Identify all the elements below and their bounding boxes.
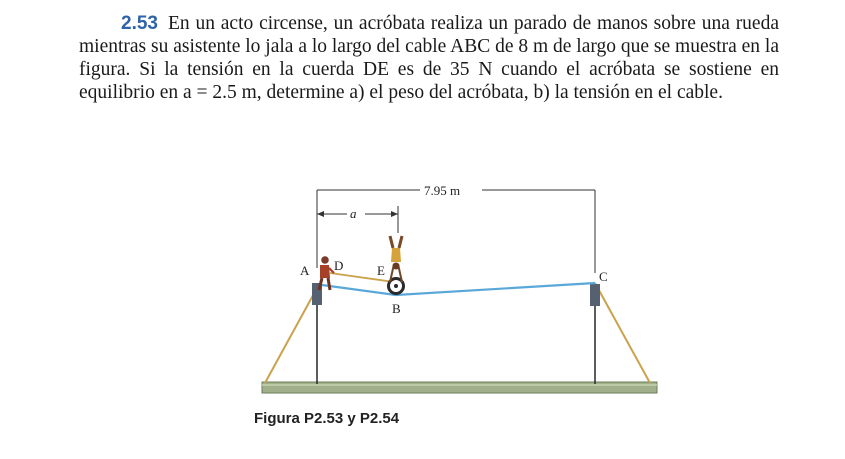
label-A: A bbox=[300, 263, 310, 278]
a-label: a bbox=[350, 206, 357, 221]
acrobat-figure bbox=[390, 236, 402, 282]
problem-statement bbox=[79, 12, 779, 104]
problem-number: 2.53 bbox=[121, 13, 158, 34]
acrobat-figure bbox=[250, 178, 670, 403]
right-guy-wire bbox=[595, 283, 650, 383]
left-guy-wire bbox=[265, 288, 317, 383]
label-B: B bbox=[392, 301, 401, 316]
figure-caption: Figura P2.53 y P2.54 bbox=[254, 410, 400, 427]
cable-abc bbox=[322, 283, 595, 295]
label-C: C bbox=[599, 269, 608, 284]
problem-text: En un acto circense, un acróbata realiza un parado de manos sobre una rueda mientras su asistente lo jala a lo largo del cable ABC de 8 m de largo que se muestra en la figura. Si la tensión en la cuerda DE es de 35 N cuando el acróbata se sostiene en equilibrio en a = 2.5 m, determine a) el peso del acróbata, b) la tensión en el cable. bbox=[79, 13, 780, 103]
label-E: E bbox=[377, 263, 385, 278]
ground bbox=[262, 382, 657, 393]
span-label: 7.95 m bbox=[424, 183, 461, 198]
label-D: D bbox=[334, 258, 344, 273]
